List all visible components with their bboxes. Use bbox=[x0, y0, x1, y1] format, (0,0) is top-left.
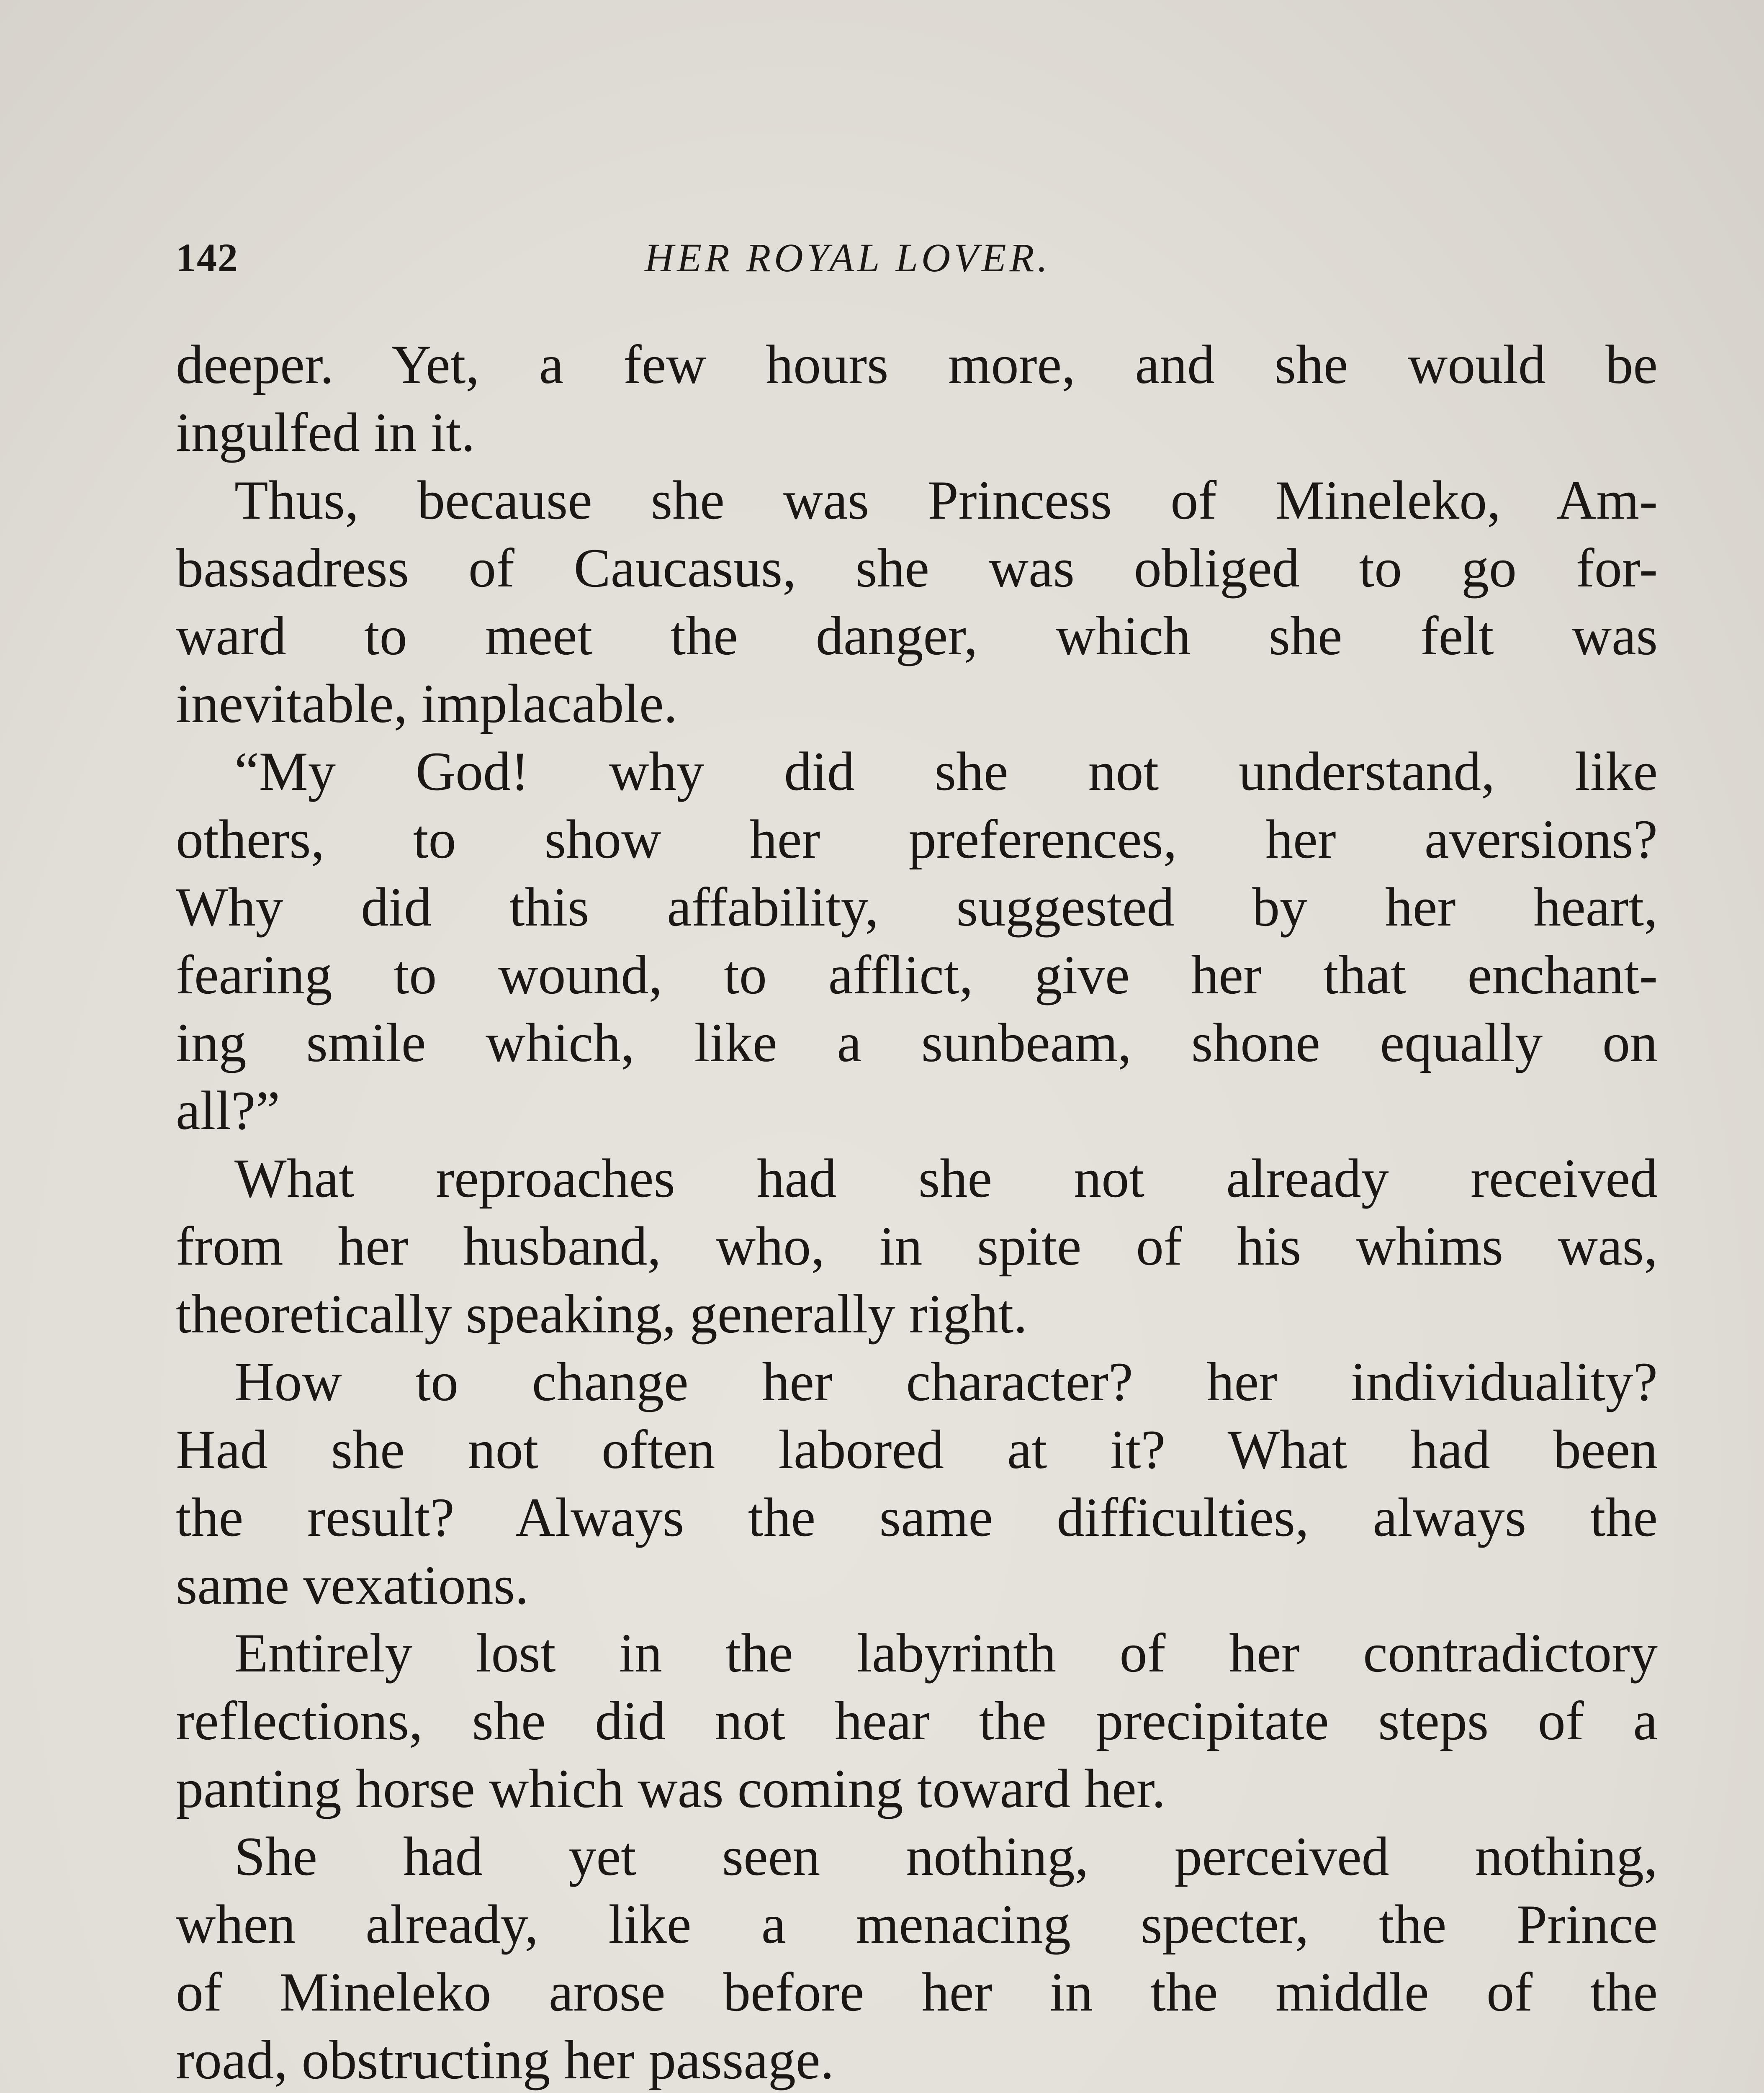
text-line: when already, like a menacing specter, the Prince bbox=[176, 1893, 1658, 1955]
page-number: 142 bbox=[176, 235, 239, 280]
text-line: of Mineleko arose before her in the middle of the bbox=[176, 1961, 1658, 2023]
text-line: bassadress of Caucasus, she was obliged to go for- bbox=[176, 537, 1658, 599]
text-line: panting horse which was coming toward her. bbox=[176, 1758, 1166, 1819]
text-line: same vexations. bbox=[176, 1554, 529, 1616]
text-line: “My God! why did she not understand, like bbox=[234, 741, 1658, 802]
text-line: What reproaches had she not already received bbox=[234, 1147, 1658, 1209]
text-line: Had she not often labored at it? What had been bbox=[176, 1419, 1658, 1480]
text-line: inevitable, implacable. bbox=[176, 673, 678, 734]
text-line: ward to meet the danger, which she felt was bbox=[176, 605, 1658, 666]
page-header bbox=[176, 234, 1658, 289]
text-line: from her husband, who, in spite of his whims was, bbox=[176, 1215, 1658, 1277]
text-line: others, to show her preferences, her aversions? bbox=[176, 808, 1658, 870]
text-line: road, obstructing her passage. bbox=[176, 2029, 834, 2090]
text-line: the result? Always the same difficulties, always the bbox=[176, 1486, 1658, 1548]
text-line: all?” bbox=[176, 1080, 280, 1141]
text-line: fearing to wound, to afflict, give her that enchant- bbox=[176, 944, 1658, 1005]
text-line: ingulfed in it. bbox=[176, 401, 475, 463]
text-line: theoretically speaking, generally right. bbox=[176, 1283, 1028, 1345]
text-line: reflections, she did not hear the precipitate steps of a bbox=[176, 1690, 1658, 1751]
text-line: Thus, because she was Princess of Mineleko, Am- bbox=[234, 469, 1658, 531]
text-line: She had yet seen nothing, perceived nothing, bbox=[234, 1826, 1658, 1887]
text-line: How to change her character? her individuality? bbox=[234, 1351, 1658, 1412]
text-line: deeper. Yet, a few hours more, and she would be bbox=[176, 334, 1658, 395]
body-text bbox=[176, 331, 1658, 2093]
text-line: Why did this affability, suggested by her heart, bbox=[176, 876, 1658, 938]
text-line: ing smile which, like a sunbeam, shone equally on bbox=[176, 1012, 1658, 1073]
text-line: Entirely lost in the labyrinth of her contradictory bbox=[234, 1622, 1658, 1684]
running-title: HER ROYAL LOVER. bbox=[645, 235, 1051, 280]
